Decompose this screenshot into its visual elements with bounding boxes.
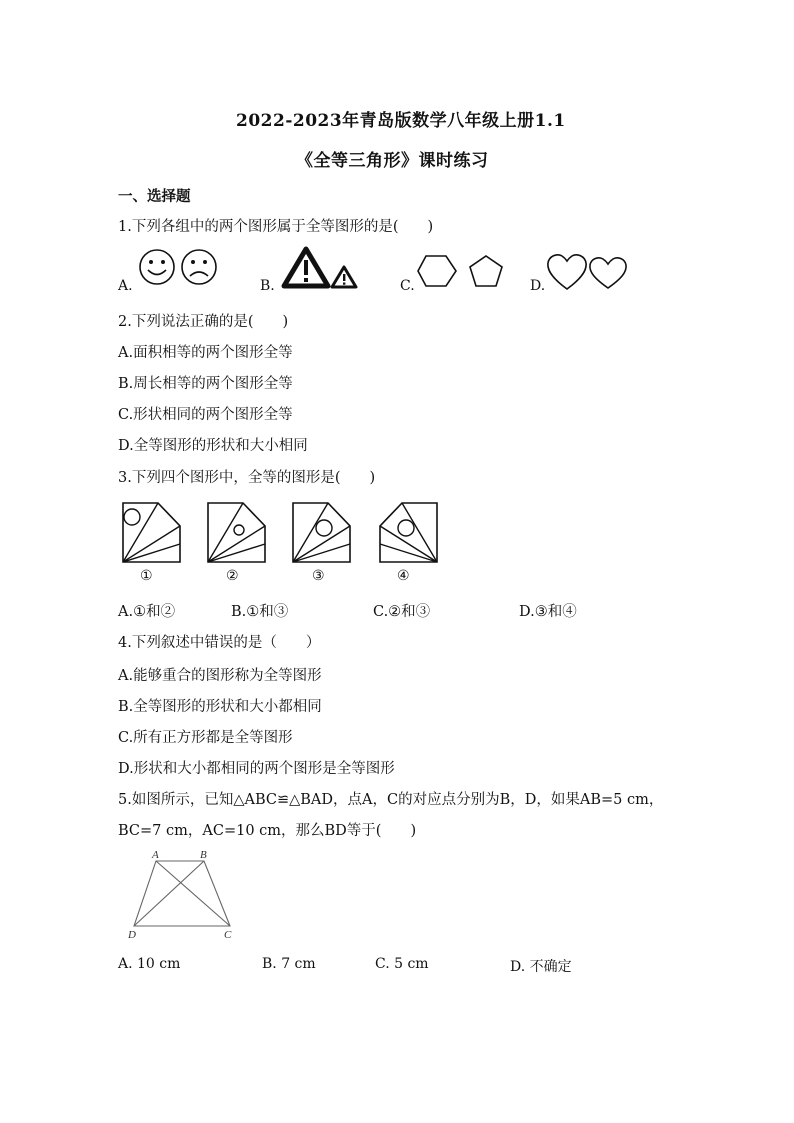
q1-figure-faces bbox=[138, 248, 222, 288]
q2-option-b: B.周长相等的两个图形全等 bbox=[118, 376, 293, 392]
q3-figure-4 bbox=[380, 503, 437, 562]
q4-option-c: C.所有正方形都是全等图形 bbox=[118, 730, 293, 746]
q5-option-b: B. 7 cm bbox=[262, 956, 316, 972]
q3-figure-label-3: ③ bbox=[312, 568, 325, 584]
q3-option-b: B.①和③ bbox=[231, 604, 289, 620]
q3-figure-label-2: ② bbox=[226, 568, 239, 584]
q5-label-d: D bbox=[128, 929, 136, 941]
q3-stem: 3.下列四个图形中，全等的图形是( ) bbox=[118, 470, 376, 486]
q2-option-a: A.面积相等的两个图形全等 bbox=[118, 345, 293, 361]
q5-option-a: A. 10 cm bbox=[118, 956, 181, 972]
doc-title-line2: 《全等三角形》课时练习 bbox=[296, 151, 489, 171]
q3-figure-label-4: ④ bbox=[397, 568, 410, 584]
q1-figure-hearts bbox=[546, 252, 630, 292]
q1-option-c: C. bbox=[400, 278, 415, 294]
q3-figure-label-1: ① bbox=[140, 568, 153, 584]
q5-option-c: C. 5 cm bbox=[375, 956, 429, 972]
q5-label-b: B bbox=[200, 849, 207, 861]
q4-option-b: B.全等图形的形状和大小都相同 bbox=[118, 699, 322, 715]
q3-figure-3 bbox=[293, 503, 350, 562]
q3-option-d: D.③和④ bbox=[519, 604, 577, 620]
section-heading: 一、选择题 bbox=[118, 188, 191, 205]
q1-figure-polygons bbox=[416, 253, 506, 289]
q5-option-d: D. 不确定 bbox=[510, 959, 572, 975]
q1-option-a: A. bbox=[118, 278, 133, 294]
q3-figures bbox=[118, 500, 448, 568]
q3-figure-2 bbox=[208, 503, 265, 562]
q1-figure-warning-signs bbox=[280, 246, 362, 290]
q3-option-a: A.①和② bbox=[118, 604, 176, 620]
q4-option-d: D.形状和大小都相同的两个图形是全等图形 bbox=[118, 761, 395, 777]
q4-stem: 4.下列叙述中错误的是（ ） bbox=[118, 635, 321, 651]
doc-title-line1: 2022-2023年青岛版数学八年级上册1.1 bbox=[236, 111, 566, 131]
q4-option-a: A.能够重合的图形称为全等图形 bbox=[118, 668, 322, 684]
q5-stem-line2: BC=7 cm，AC=10 cm，那么BD等于( ) bbox=[118, 823, 417, 839]
q2-stem: 2.下列说法正确的是( ) bbox=[118, 314, 289, 330]
q1-stem: 1.下列各组中的两个图形属于全等图形的是( ) bbox=[118, 219, 434, 235]
q5-stem-line1: 5.如图所示，已知△ABC≌△BAD，点A，C的对应点分别为B，D，如果AB=5 cm， bbox=[118, 792, 664, 808]
q5-label-c: C bbox=[224, 929, 232, 941]
q1-option-d: D. bbox=[530, 278, 546, 294]
q3-option-c: C.②和③ bbox=[373, 604, 431, 620]
q5-label-a: A bbox=[152, 849, 159, 861]
q2-option-d: D.全等图形的形状和大小相同 bbox=[118, 438, 308, 454]
q3-figure-1 bbox=[123, 503, 180, 562]
q5-figure-quadrilateral bbox=[124, 848, 244, 940]
q2-option-c: C.形状相同的两个图形全等 bbox=[118, 407, 293, 423]
q1-option-b: B. bbox=[260, 278, 275, 294]
